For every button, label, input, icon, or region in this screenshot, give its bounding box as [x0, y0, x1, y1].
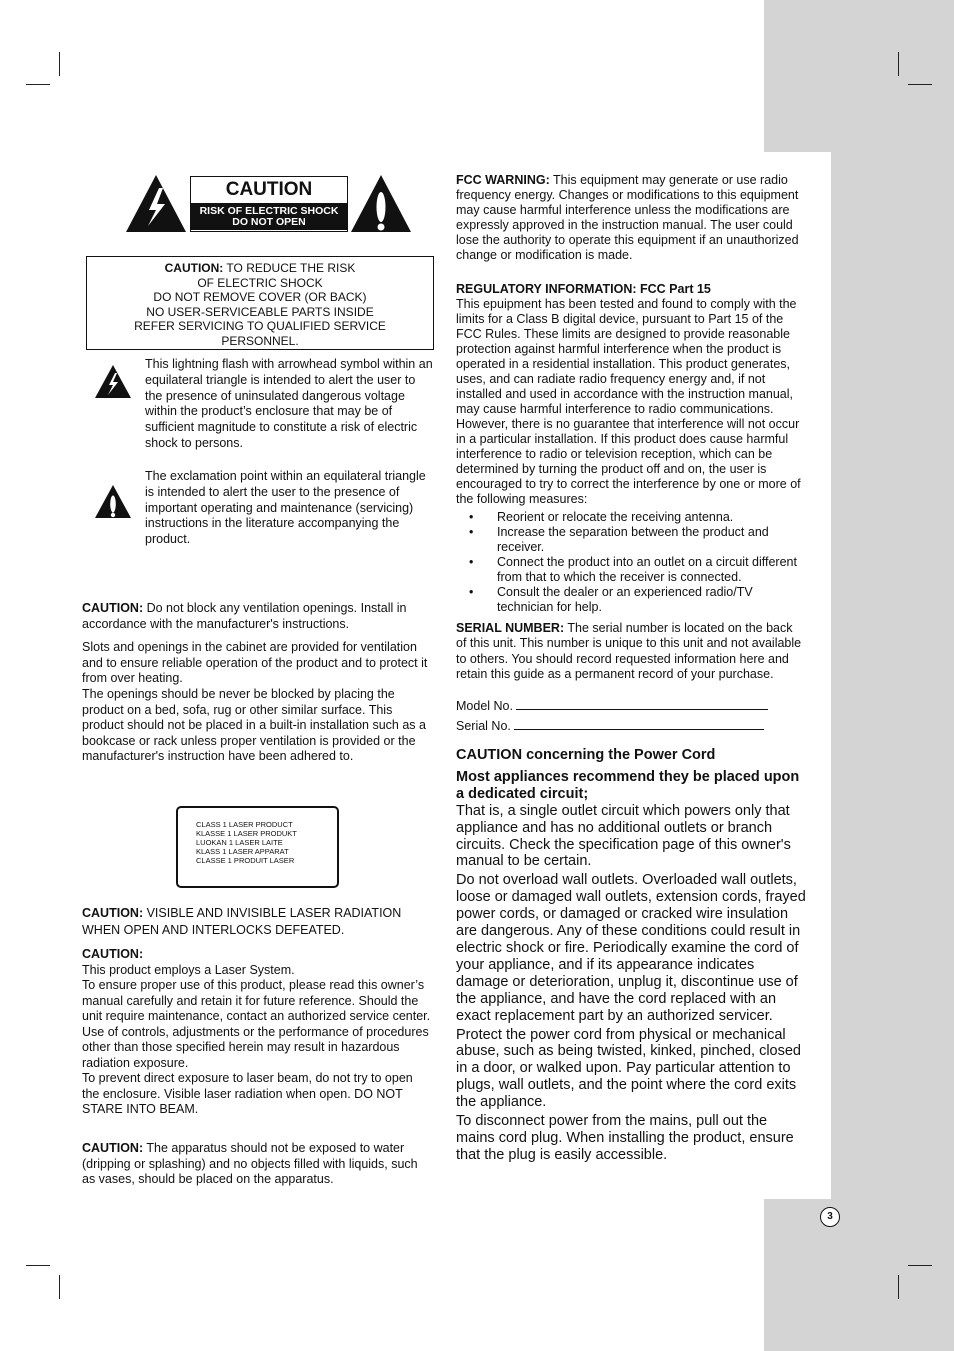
- model-number-label: Model No.: [456, 699, 513, 713]
- slots-paragraph: Slots and openings in the cabinet are provided for ventilation and to ensure reliable operation of the product and to protect it from over heating.: [82, 640, 428, 685]
- laser-label-line: KLASS 1 LASER APPARAT: [196, 847, 289, 856]
- exclamation-symbol-text: The exclamation point within an equilateral triangle is intended to alert the user to the presence of important operating and maintenance (servicing) instructions in the literature accompanying the product.: [145, 469, 426, 547]
- power-cord-title: CAUTION concerning the Power Cord: [456, 747, 716, 763]
- list-item: • Connect the product into an outlet on a circuit different from that to which the receiver is connected.: [456, 555, 806, 585]
- lightning-symbol-text: This lightning flash with arrowhead symbol within an equilateral triangle is intended to alert the user to the presence of uninsulated dangerous voltage within the product’s enclosure that may be of sufficient magnitude to constitute a risk of electric shock to persons.: [145, 357, 433, 450]
- fcc-measures-list: [456, 510, 806, 615]
- fcc-text: This equipment may generate or use radio frequency energy. Changes or modifications to this equipment may cause harmful interference unless the modifications are expressly approved in the instruction manual. The user could lose the authority to operate this equipment if an unauthorized change or modification is made.: [456, 173, 799, 262]
- water-caution: [82, 1141, 432, 1188]
- laser-paragraph: To ensure proper use of this product, please read this owner’s manual carefully and retain it for future reference. Should the unit require maintenance, contact an authorized service center.: [82, 978, 431, 1023]
- serial-number-blank: [514, 719, 764, 730]
- crop-mark: [908, 84, 932, 85]
- power-cord-section: [456, 747, 806, 1164]
- laser-radiation-caution: [82, 905, 432, 938]
- serial-number-paragraph: [456, 621, 806, 683]
- exclamation-symbol-icon: [94, 484, 132, 519]
- laser-paragraph: To prevent direct exposure to laser beam, do not try to open the enclosure. Visible laser radiation when open. DO NOT STARE INTO BEAM.: [82, 1071, 413, 1116]
- shock-warning-box: [86, 256, 434, 350]
- laser-label-text: [184, 814, 331, 880]
- serial-number-field: [456, 719, 806, 734]
- model-number-field: [456, 699, 806, 714]
- ventilation-caution: [82, 601, 432, 632]
- laser-paragraph: This product employs a Laser System.: [82, 962, 295, 977]
- crop-mark: [26, 1265, 50, 1266]
- laser-paragraph: Use of controls, adjustments or the performance of procedures other than those specified herein may result in hazardous radiation exposure.: [82, 1024, 429, 1070]
- fcc-warning: [456, 173, 806, 263]
- caution-lead: CAUTION:: [82, 906, 144, 920]
- list-item: • Consult the dealer or an experienced radio/TV technician for help.: [456, 585, 806, 615]
- regulatory-section: [456, 282, 806, 615]
- model-number-blank: [516, 699, 768, 710]
- laser-class-label: [176, 806, 339, 888]
- laser-label-line: LUOKAN 1 LASER LAITE: [196, 838, 283, 847]
- serial-lead: SERIAL NUMBER:: [456, 621, 565, 635]
- regulatory-text: This epuipment has been tested and found to comply with the limits for a Class B digital device, pursuant to Part 15 of the FCC Rules. These limits are designed to provide reasonable protection against harmful interference when the product is operated in a residential installation. This product generates, uses, and can radiate radio frequency energy and, if not installed and used in accordance with the instruction manual, may cause harmful interference to radio communications. However, there is no guarantee that interference will not occur in a particular installation. If this product does cause harmful interference to radio or television reception, which can be determined by turning the product off and on, the user is encouraged to try to correct the interference by one or more of the following measures:: [456, 297, 801, 506]
- caution-lead: CAUTION:: [82, 601, 144, 615]
- warning-line: PERSONNEL.: [221, 333, 299, 348]
- serial-number-label: Serial No.: [456, 719, 511, 733]
- caution-text: Do not block any ventilation openings. Install in accordance with the manufacturer's instructions.: [82, 601, 407, 631]
- power-cord-paragraph: Do not overload wall outlets. Overloaded wall outlets, loose or damaged wall outlets, extension cords, frayed power cords, or damaged or cracked wire insulation are dangerous. Any of these conditions could result in electric shock or fire. Periodically examine the cord of your appliance, and if its appearance indicates damage or deterioration, unplug it, discontinue use of the appliance, and have the cord replaced with an exact replacement part by an authorized servicer.: [456, 872, 806, 1024]
- caution-text: VISIBLE AND INVISIBLE LASER RADIATION WHEN OPEN AND INTERLOCKS DEFEATED.: [82, 906, 402, 937]
- warning-line: DO NOT REMOVE COVER (OR BACK): [153, 290, 367, 304]
- list-item: • Increase the separation between the product and receiver.: [456, 525, 806, 555]
- warning-line: OF ELECTRIC SHOCK: [197, 275, 323, 290]
- crop-mark: [59, 52, 60, 76]
- list-item: • Reorient or relocate the receiving antenna.: [456, 510, 806, 525]
- caution-subtitle-line: DO NOT OPEN: [232, 216, 306, 228]
- crop-mark: [26, 84, 50, 85]
- power-cord-paragraph: Protect the power cord from physical or mechanical abuse, such as being twisted, kinked, pinched, closed in a door, or walked upon. Pay particular attention to plugs, wall outlets, and the point where the cord exits the appliance.: [456, 1026, 801, 1111]
- openings-paragraph: The openings should be never be blocked by placing the product on a bed, sofa, rug or other similar surface. This product should not be placed in a built-in installation such as a bookcase or rack unless proper ventilation is provided or the manufacturer's instruction have been adhered to.: [82, 687, 426, 763]
- caution-text: The apparatus should not be exposed to water (dripping or splashing) and no objects filled with liquids, such as vases, should be placed on the apparatus.: [82, 1141, 418, 1186]
- lightning-triangle-icon: [125, 174, 187, 233]
- fcc-lead: FCC WARNING:: [456, 173, 550, 187]
- regulatory-title: REGULATORY INFORMATION: FCC Part 15: [456, 282, 711, 296]
- laser-label-line: CLASSE 1 PRODUIT LASER: [196, 856, 295, 865]
- crop-mark: [59, 1275, 60, 1299]
- caution-lead: CAUTION:: [82, 1141, 144, 1155]
- power-cord-paragraph: That is, a single outlet circuit which powers only that appliance and has no additional outlets or branch circuits. Check the specification page of this owner's manual to be certain.: [456, 802, 791, 870]
- caution-lead: CAUTION:: [82, 947, 144, 961]
- laser-label-line: KLASSE 1 LASER PRODUKT: [196, 829, 297, 838]
- laser-system-caution: [82, 947, 432, 1118]
- page-number: 3: [820, 1207, 840, 1227]
- warning-line: TO REDUCE THE RISK: [223, 261, 356, 275]
- crop-mark: [908, 1265, 932, 1266]
- warning-lead: CAUTION:: [164, 261, 224, 275]
- power-cord-paragraph: To disconnect power from the mains, pull out the mains cord plug. When installing the product, ensure that the plug is easily accessible.: [456, 1113, 794, 1163]
- power-cord-subtitle: Most appliances recommend they be placed upon a dedicated circuit;: [456, 768, 800, 802]
- caution-header: [190, 176, 348, 232]
- crop-mark: [898, 52, 899, 76]
- caution-subtitle: [191, 203, 347, 230]
- caution-title: CAUTION: [191, 177, 347, 203]
- lightning-symbol-icon: [94, 364, 132, 399]
- exclamation-triangle-icon: [350, 174, 412, 233]
- crop-mark: [898, 1275, 899, 1299]
- warning-line: NO USER-SERVICEABLE PARTS INSIDE: [146, 304, 374, 319]
- laser-label-line: CLASS 1 LASER PRODUCT: [196, 820, 293, 829]
- serial-text: The serial number is located on the back of this unit. This number is unique to this unit and not available to others. You should record requested information here and retain this guide as a permanent record of your purchase.: [456, 621, 802, 682]
- caution-subtitle-line: RISK OF ELECTRIC SHOCK: [199, 205, 339, 217]
- warning-line: REFER SERVICING TO QUALIFIED SERVICE: [134, 319, 386, 333]
